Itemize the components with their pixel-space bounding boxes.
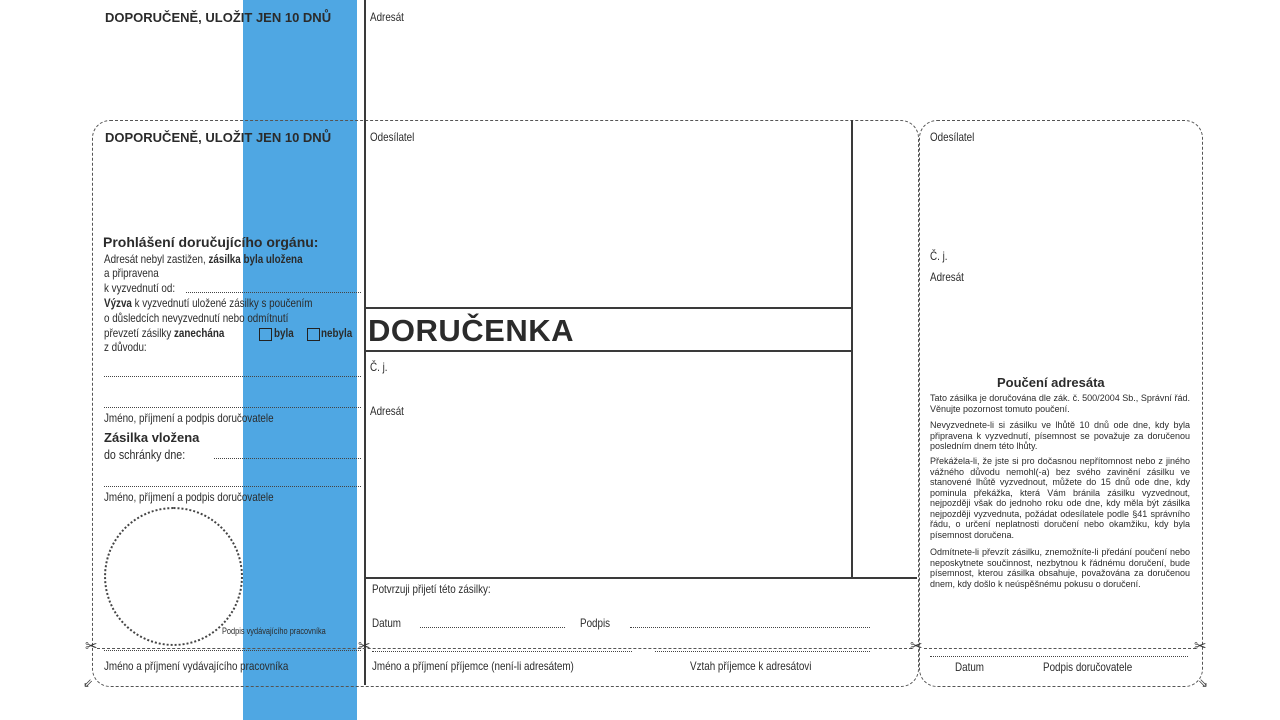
byla-label: byla xyxy=(274,326,294,340)
potvrzuji-label: Potvrzuji přijetí této zásilky: xyxy=(372,582,491,596)
scissors-icon: ✂ xyxy=(910,638,923,655)
zanechana-line: převzetí zásilky zanechána xyxy=(104,326,225,340)
prohlaseni-line2: a připravena xyxy=(104,266,159,280)
datum-label: Datum xyxy=(372,616,401,630)
pouceni-p4: Odmítnete-li převzít zásilku, znemožníte-li předání poučení nebo neposkytnete součinnost, nezbytnou k řádnému doručení, bude písemnost, kterou zásilka obsahuje, považována za doručenou dnem, kdy došlo k neúspěšnému pokusu o doručení. xyxy=(930,547,1190,589)
vyzvednuti-date-line[interactable] xyxy=(186,292,361,293)
duvod-line[interactable] xyxy=(104,376,361,377)
right-odesilatel-label: Odesílatel xyxy=(930,130,975,144)
top-adresat-label: Adresát xyxy=(370,10,404,24)
pouceni-p3: Překážela-li, že jste si pro dočasnou nepřítomnost nebo z jiného vážného důvodu nemohl(-a) bez svého zavinění zásilku ve stanovené lhůtě vyzvednout, můžete do 15 dnů ode dne, kdy pominula překážka, která Vám bránila zásilku vyzvednout, nejpozději však do jednoho roku ode dne, kdy měla být zásilka nejpozději vyzvednuta, požádat odesílatele podle §41 správního řádu, o určení neplatnosti doručení nebo okamžiku, kdy byla písemnost doručena. xyxy=(930,456,1190,540)
right-sign-line[interactable] xyxy=(930,656,1188,657)
jmeno-prijemce: Jméno a příjmení příjemce (není-li adresátem) xyxy=(372,659,574,673)
pouceni-p2: Nevyzvednete-li si zásilku ve lhůtě 10 dnů ode dne, kdy byla připravena k vyzvednutí, písemnost se považuje za doručenou posledním dnem této lhůty. xyxy=(930,420,1190,451)
pouceni-p1: Tato zásilka je doručována dle zák. č. 500/2004 Sb., Správní řád. Věnujte pozornost tomuto poučení. xyxy=(930,393,1190,414)
vztah-label: Vztah příjemce k adresátovi xyxy=(690,659,812,673)
top-divider xyxy=(364,0,366,120)
top-header: DOPORUČENĚ, ULOŽIT JEN 10 DNŮ xyxy=(105,10,332,25)
podpis-line[interactable] xyxy=(630,627,870,628)
vztah-line[interactable] xyxy=(655,651,870,652)
dorucovatel-sign-line-1[interactable] xyxy=(104,407,361,408)
middle-adresat-label: Adresát xyxy=(370,404,404,418)
prohlaseni-title: Prohlášení doručujícího orgánu: xyxy=(103,234,319,250)
vyzva-line: Výzva k vyzvednutí uložené zásilky s poučením xyxy=(104,296,313,310)
nebyla-checkbox[interactable] xyxy=(307,328,320,341)
nebyla-label: nebyla xyxy=(321,326,353,340)
middle-right-line xyxy=(851,120,853,578)
dusledky-line: o důsledcích nevyzvednutí nebo odmítnutí xyxy=(104,311,289,325)
scissors-icon: ✂ xyxy=(1194,638,1207,655)
schranky-date-line[interactable] xyxy=(214,458,361,459)
jmeno-vydavajiciho: Jméno a příjmení vydávajícího pracovníka xyxy=(104,659,289,673)
prijemce-name-line[interactable] xyxy=(372,651,632,652)
vydavajici-name-line[interactable] xyxy=(104,650,361,651)
dorucovatel-sign-line-2[interactable] xyxy=(104,486,361,487)
dorucenka-title: DORUČENKA xyxy=(368,313,574,348)
sig1-caption: Jméno, příjmení a podpis doručovatele xyxy=(104,411,274,425)
scissors-icon: ✂ xyxy=(85,638,98,655)
byla-checkbox[interactable] xyxy=(259,328,272,341)
right-cj-label: Č. j. xyxy=(930,249,948,263)
right-podpis-label: Podpis doručovatele xyxy=(1043,660,1133,674)
podpis-label: Podpis xyxy=(580,616,611,630)
sig2-caption: Jméno, příjmení a podpis doručovatele xyxy=(104,490,274,504)
schranky-label: do schránky dne: xyxy=(104,447,186,462)
datum-line[interactable] xyxy=(420,627,565,628)
scissors-icon: ✂ xyxy=(358,638,371,655)
zasilka-vlozena: Zásilka vložena xyxy=(104,430,200,445)
prohlaseni-line1: Adresát nebyl zastižen, zásilka byla uložena xyxy=(104,252,303,266)
middle-cj-label: Č. j. xyxy=(370,360,388,374)
corner-arrow-icon: ⇘ xyxy=(1198,676,1209,690)
tear-line-right xyxy=(924,648,1196,649)
confirm-top-line xyxy=(364,577,917,579)
podpis-vydavajiciho: Podpis vydávajícího pracovníka xyxy=(222,626,326,636)
duvod-label: z důvodu: xyxy=(104,340,147,354)
middle-left-line xyxy=(364,120,366,685)
pouceni-title: Poučení adresáta xyxy=(997,375,1105,390)
doručenka-bottom-line xyxy=(364,350,852,352)
corner-arrow-icon: ⇙ xyxy=(83,676,94,690)
tear-line-left xyxy=(97,648,912,649)
left-header: DOPORUČENĚ, ULOŽIT JEN 10 DNŮ xyxy=(105,130,332,145)
right-datum-label: Datum xyxy=(955,660,984,674)
right-adresat-label: Adresát xyxy=(930,270,964,284)
prohlaseni-line3: k vyzvednutí od: xyxy=(104,281,176,295)
doručenka-top-line xyxy=(364,307,852,309)
middle-odesilatel-label: Odesílatel xyxy=(370,130,415,144)
